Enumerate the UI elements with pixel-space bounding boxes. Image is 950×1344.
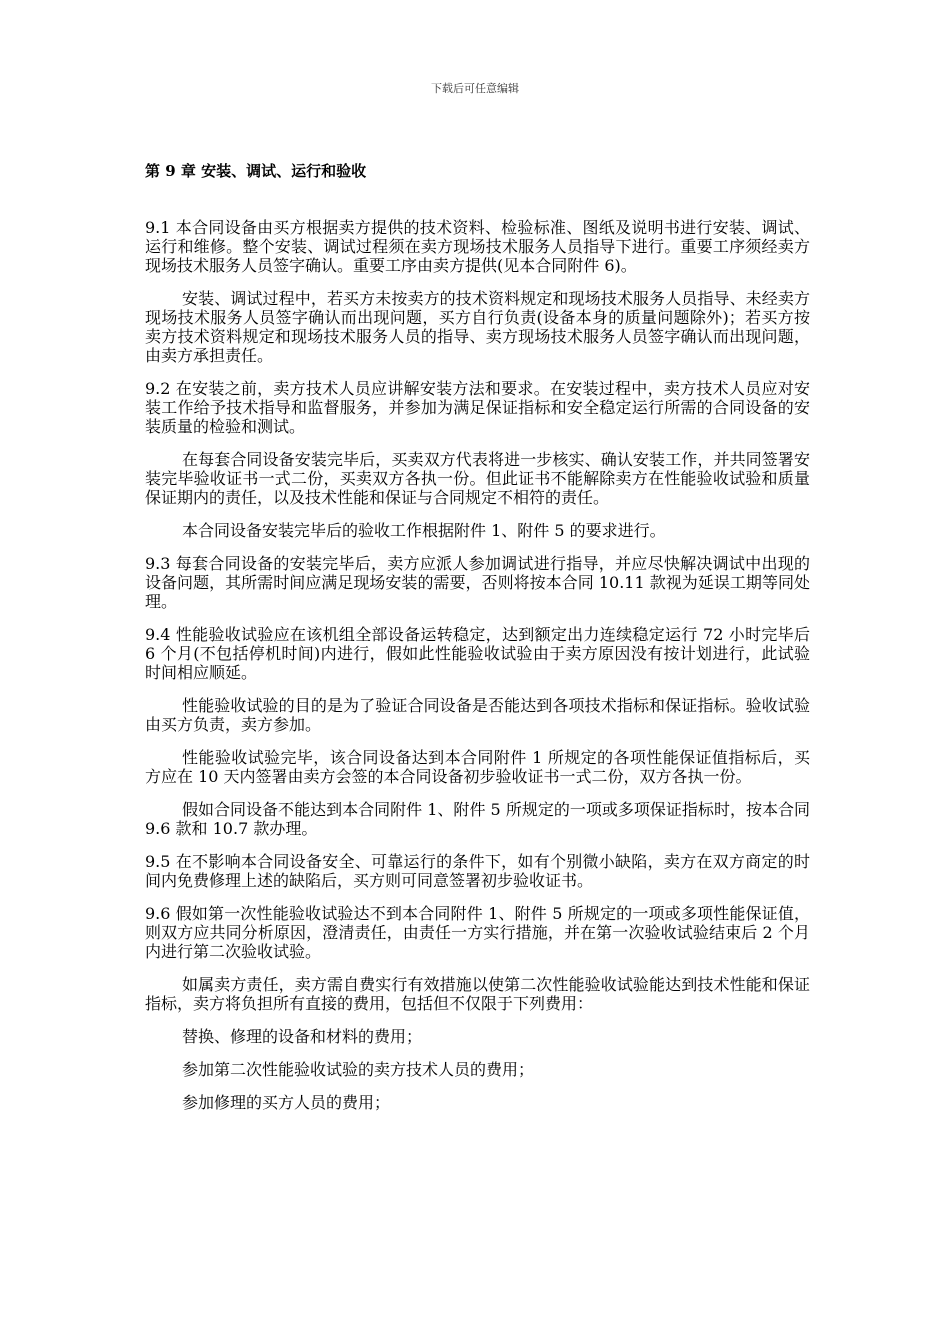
list-item: 参加第二次性能验收试验的卖方技术人员的费用； [182,1060,535,1079]
paragraph-9-1: 9.1 本合同设备由买方根据卖方提供的技术资料、检验标准、图纸及说明书进行安装、调试、运行和维修。整个安装、调试过程须在卖方现场技术服务人员指导下进行。重要工序须经卖方现场技术服务人员签字确认。重要工序由卖方提供(见本合同附件 6)。 [145,218,810,275]
paragraph-9-6: 9.6 假如第一次性能验收试验达不到本合同附件 1、附件 5 所规定的一项或多项性能保证值，则双方应共同分析原因，澄清责任，由责任一方实行措施，并在第一次验收试验结束后 2 个月内进行第二次验收试验。 [145,904,810,961]
paragraph-9-2: 9.2 在安装之前，卖方技术人员应讲解安装方法和要求。在安装过程中，卖方技术人员应对安装工作给予技术指导和监督服务，并参加为满足保证指标和安全稳定运行所需的合同设备的安装质量的检验和测试。 [145,379,810,436]
document-body [145,218,810,1126]
list-item: 替换、修理的设备和材料的费用； [182,1027,423,1046]
paragraph-9-3: 9.3 每套合同设备的安装完毕后，卖方应派人参加调试进行指导，并应尽快解决调试中出现的设备问题，其所需时间应满足现场安装的需要，否则将按本合同 10.11 款视为延误工期等同处理。 [145,554,810,611]
paragraph: 性能验收试验的目的是为了验证合同设备是否能达到各项技术指标和保证指标。验收试验由买方负责，卖方参加。 [145,696,810,734]
page-header: 下载后可任意编辑 [431,82,519,95]
paragraph: 假如合同设备不能达到本合同附件 1、附件 5 所规定的一项或多项保证指标时，按本合同 9.6 款和 10.7 款办理。 [145,800,810,838]
paragraph-9-4: 9.4 性能验收试验应在该机组全部设备运转稳定，达到额定出力连续稳定运行 72 小时完毕后 6 个月(不包括停机时间)内进行，假如此性能验收试验由于卖方原因没有按计划进行，此试验时间相应顺延。 [145,625,810,682]
paragraph: 性能验收试验完毕，该合同设备达到本合同附件 1 所规定的各项性能保证值指标后，买方应在 10 天内签署由卖方会签的本合同设备初步验收证书一式二份，双方各执一份。 [145,748,810,786]
paragraph: 安装、调试过程中，若买方未按卖方的技术资料规定和现场技术服务人员指导、未经卖方现场技术服务人员签字确认而出现问题，买方自行负责(设备本身的质量问题除外)；若买方按卖方技术资料规定和现场技术服务人员的指导、卖方现场技术服务人员签字确认而出现问题，由卖方承担责任。 [145,289,810,365]
paragraph: 本合同设备安装完毕后的验收工作根据附件 1、附件 5 的要求进行。 [182,521,666,540]
paragraph: 在每套合同设备安装完毕后，买卖双方代表将进一步核实、确认安装工作，并共同签署安装完毕验收证书一式二份，买卖双方各执一份。但此证书不能解除卖方在性能验收试验和质量保证期内的责任，以及技术性能和保证与合同规定不相符的责任。 [145,450,810,507]
paragraph-9-5: 9.5 在不影响本合同设备安全、可靠运行的条件下，如有个别微小缺陷，卖方在双方商定的时间内免费修理上述的缺陷后，买方则可同意签署初步验收证书。 [145,852,810,890]
list-item: 参加修理的买方人员的费用； [182,1093,391,1112]
chapter-title: 第 9 章 安装、调试、运行和验收 [145,162,367,180]
paragraph: 如属卖方责任，卖方需自费实行有效措施以使第二次性能验收试验能达到技术性能和保证指标，卖方将负担所有直接的费用，包括但不仅限于下列费用： [145,975,810,1013]
